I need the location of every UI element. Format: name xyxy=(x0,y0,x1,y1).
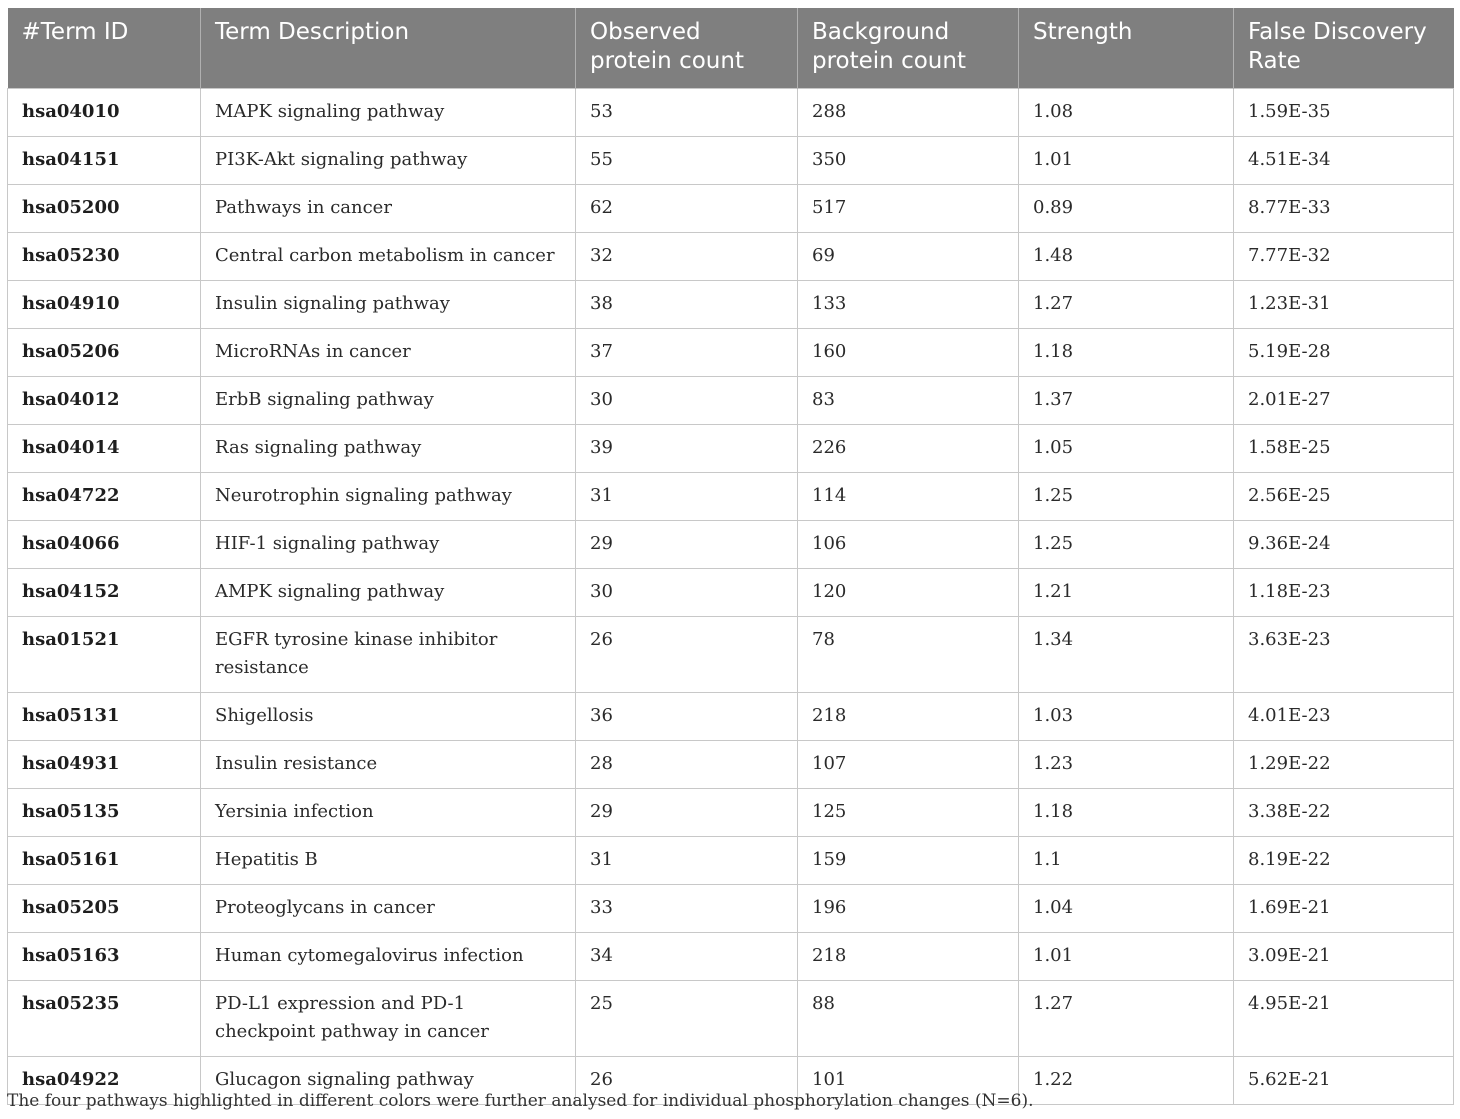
cell-false-discovery-rate: 1.58E-25 xyxy=(1234,424,1454,472)
cell-false-discovery-rate: 7.77E-32 xyxy=(1234,232,1454,280)
cell-term-description: Neurotrophin signaling pathway xyxy=(201,472,576,520)
cell-observed-count: 34 xyxy=(576,932,798,980)
table-row xyxy=(8,884,1454,932)
cell-term-id: hsa04722 xyxy=(8,472,201,520)
table-row xyxy=(8,472,1454,520)
cell-background-count: 159 xyxy=(798,836,1019,884)
cell-observed-count: 25 xyxy=(576,980,798,1056)
cell-term-description: Insulin signaling pathway xyxy=(201,280,576,328)
cell-term-id: hsa04010 xyxy=(8,88,201,136)
cell-strength: 1.34 xyxy=(1019,616,1234,692)
cell-term-description: Yersinia infection xyxy=(201,788,576,836)
cell-strength: 1.18 xyxy=(1019,788,1234,836)
table-row xyxy=(8,424,1454,472)
cell-term-id: hsa04931 xyxy=(8,740,201,788)
cell-term-description: Insulin resistance xyxy=(201,740,576,788)
table-row xyxy=(8,740,1454,788)
cell-observed-count: 30 xyxy=(576,376,798,424)
cell-false-discovery-rate: 5.62E-21 xyxy=(1234,1056,1454,1104)
cell-strength: 1.03 xyxy=(1019,692,1234,740)
cell-strength: 1.27 xyxy=(1019,280,1234,328)
cell-background-count: 125 xyxy=(798,788,1019,836)
cell-background-count: 120 xyxy=(798,568,1019,616)
cell-false-discovery-rate: 5.19E-28 xyxy=(1234,328,1454,376)
cell-observed-count: 31 xyxy=(576,836,798,884)
cell-observed-count: 53 xyxy=(576,88,798,136)
cell-false-discovery-rate: 4.01E-23 xyxy=(1234,692,1454,740)
cell-background-count: 517 xyxy=(798,184,1019,232)
cell-term-description: PD-L1 expression and PD-1 checkpoint pathway in cancer xyxy=(201,980,576,1056)
cell-background-count: 226 xyxy=(798,424,1019,472)
header-term-description: Term Description xyxy=(201,8,576,88)
cell-background-count: 196 xyxy=(798,884,1019,932)
cell-strength: 1.48 xyxy=(1019,232,1234,280)
cell-background-count: 160 xyxy=(798,328,1019,376)
cell-term-description: Central carbon metabolism in cancer xyxy=(201,232,576,280)
cell-false-discovery-rate: 4.95E-21 xyxy=(1234,980,1454,1056)
cell-observed-count: 37 xyxy=(576,328,798,376)
cell-background-count: 133 xyxy=(798,280,1019,328)
cell-strength: 1.04 xyxy=(1019,884,1234,932)
cell-term-description: Proteoglycans in cancer xyxy=(201,884,576,932)
cell-term-id: hsa05200 xyxy=(8,184,201,232)
table-body xyxy=(8,88,1454,1104)
cell-false-discovery-rate: 3.09E-21 xyxy=(1234,932,1454,980)
cell-background-count: 101 xyxy=(798,1056,1019,1104)
cell-observed-count: 26 xyxy=(576,616,798,692)
cell-term-description: Shigellosis xyxy=(201,692,576,740)
cell-background-count: 78 xyxy=(798,616,1019,692)
cell-background-count: 106 xyxy=(798,520,1019,568)
table-row xyxy=(8,136,1454,184)
cell-term-description: ErbB signaling pathway xyxy=(201,376,576,424)
cell-false-discovery-rate: 1.69E-21 xyxy=(1234,884,1454,932)
cell-observed-count: 38 xyxy=(576,280,798,328)
cell-background-count: 218 xyxy=(798,932,1019,980)
table-row xyxy=(8,280,1454,328)
cell-term-id: hsa05135 xyxy=(8,788,201,836)
cell-term-id: hsa04922 xyxy=(8,1056,201,1104)
table-footnote: The four pathways highlighted in different colors were further analysed for individual phosphorylation changes (N=6). xyxy=(7,1091,1034,1111)
cell-term-description: Hepatitis B xyxy=(201,836,576,884)
table-row xyxy=(8,520,1454,568)
cell-strength: 1.25 xyxy=(1019,520,1234,568)
cell-observed-count: 31 xyxy=(576,472,798,520)
table-row xyxy=(8,568,1454,616)
header-term-id: #Term ID xyxy=(8,8,201,88)
cell-background-count: 288 xyxy=(798,88,1019,136)
cell-term-id: hsa04014 xyxy=(8,424,201,472)
table-row xyxy=(8,616,1454,692)
cell-term-description: PI3K-Akt signaling pathway xyxy=(201,136,576,184)
cell-observed-count: 26 xyxy=(576,1056,798,1104)
cell-strength: 1.27 xyxy=(1019,980,1234,1056)
cell-term-description: EGFR tyrosine kinase inhibitor resistance xyxy=(201,616,576,692)
cell-background-count: 83 xyxy=(798,376,1019,424)
cell-strength: 1.23 xyxy=(1019,740,1234,788)
cell-term-description: MicroRNAs in cancer xyxy=(201,328,576,376)
cell-term-id: hsa04151 xyxy=(8,136,201,184)
table-row xyxy=(8,328,1454,376)
cell-term-description: Pathways in cancer xyxy=(201,184,576,232)
cell-observed-count: 32 xyxy=(576,232,798,280)
cell-term-id: hsa05163 xyxy=(8,932,201,980)
cell-term-id: hsa05131 xyxy=(8,692,201,740)
table-row xyxy=(8,692,1454,740)
header-observed-protein-count: Observed protein count xyxy=(576,8,798,88)
cell-strength: 1.18 xyxy=(1019,328,1234,376)
pathway-enrichment-table xyxy=(7,8,1454,1105)
cell-false-discovery-rate: 3.63E-23 xyxy=(1234,616,1454,692)
cell-term-id: hsa05161 xyxy=(8,836,201,884)
table-row xyxy=(8,184,1454,232)
cell-term-id: hsa04910 xyxy=(8,280,201,328)
cell-background-count: 218 xyxy=(798,692,1019,740)
cell-background-count: 114 xyxy=(798,472,1019,520)
cell-background-count: 350 xyxy=(798,136,1019,184)
cell-false-discovery-rate: 1.23E-31 xyxy=(1234,280,1454,328)
cell-strength: 1.21 xyxy=(1019,568,1234,616)
cell-term-description: Human cytomegalovirus infection xyxy=(201,932,576,980)
cell-false-discovery-rate: 1.29E-22 xyxy=(1234,740,1454,788)
cell-term-id: hsa05235 xyxy=(8,980,201,1056)
cell-background-count: 107 xyxy=(798,740,1019,788)
cell-background-count: 69 xyxy=(798,232,1019,280)
cell-strength: 0.89 xyxy=(1019,184,1234,232)
cell-false-discovery-rate: 2.56E-25 xyxy=(1234,472,1454,520)
cell-strength: 1.08 xyxy=(1019,88,1234,136)
cell-term-description: HIF-1 signaling pathway xyxy=(201,520,576,568)
cell-observed-count: 55 xyxy=(576,136,798,184)
cell-false-discovery-rate: 1.18E-23 xyxy=(1234,568,1454,616)
cell-observed-count: 33 xyxy=(576,884,798,932)
cell-observed-count: 39 xyxy=(576,424,798,472)
header-strength: Strength xyxy=(1019,8,1234,88)
table-row xyxy=(8,836,1454,884)
table-row xyxy=(8,980,1454,1056)
cell-observed-count: 30 xyxy=(576,568,798,616)
cell-false-discovery-rate: 4.51E-34 xyxy=(1234,136,1454,184)
header-row xyxy=(8,8,1454,88)
cell-false-discovery-rate: 3.38E-22 xyxy=(1234,788,1454,836)
cell-observed-count: 29 xyxy=(576,520,798,568)
cell-strength: 1.37 xyxy=(1019,376,1234,424)
cell-term-id: hsa04012 xyxy=(8,376,201,424)
cell-observed-count: 28 xyxy=(576,740,798,788)
table-row xyxy=(8,932,1454,980)
table-header xyxy=(8,8,1454,88)
header-false-discovery-rate: False Discovery Rate xyxy=(1234,8,1454,88)
table-row xyxy=(8,376,1454,424)
cell-strength: 1.01 xyxy=(1019,136,1234,184)
cell-term-description: Ras signaling pathway xyxy=(201,424,576,472)
cell-false-discovery-rate: 8.19E-22 xyxy=(1234,836,1454,884)
cell-strength: 1.05 xyxy=(1019,424,1234,472)
cell-strength: 1.25 xyxy=(1019,472,1234,520)
cell-term-id: hsa04152 xyxy=(8,568,201,616)
cell-term-description: AMPK signaling pathway xyxy=(201,568,576,616)
cell-observed-count: 29 xyxy=(576,788,798,836)
pathway-table-container xyxy=(7,8,1453,1105)
cell-observed-count: 62 xyxy=(576,184,798,232)
cell-term-id: hsa05230 xyxy=(8,232,201,280)
cell-term-id: hsa05205 xyxy=(8,884,201,932)
table-row xyxy=(8,232,1454,280)
cell-term-id: hsa05206 xyxy=(8,328,201,376)
cell-false-discovery-rate: 9.36E-24 xyxy=(1234,520,1454,568)
cell-false-discovery-rate: 8.77E-33 xyxy=(1234,184,1454,232)
cell-strength: 1.1 xyxy=(1019,836,1234,884)
cell-background-count: 88 xyxy=(798,980,1019,1056)
cell-term-id: hsa01521 xyxy=(8,616,201,692)
cell-false-discovery-rate: 2.01E-27 xyxy=(1234,376,1454,424)
cell-strength: 1.01 xyxy=(1019,932,1234,980)
cell-observed-count: 36 xyxy=(576,692,798,740)
cell-term-description: MAPK signaling pathway xyxy=(201,88,576,136)
cell-strength: 1.22 xyxy=(1019,1056,1234,1104)
cell-term-description: Glucagon signaling pathway xyxy=(201,1056,576,1104)
table-row xyxy=(8,88,1454,136)
table-row xyxy=(8,788,1454,836)
header-background-protein-count: Background protein count xyxy=(798,8,1019,88)
cell-false-discovery-rate: 1.59E-35 xyxy=(1234,88,1454,136)
cell-term-id: hsa04066 xyxy=(8,520,201,568)
